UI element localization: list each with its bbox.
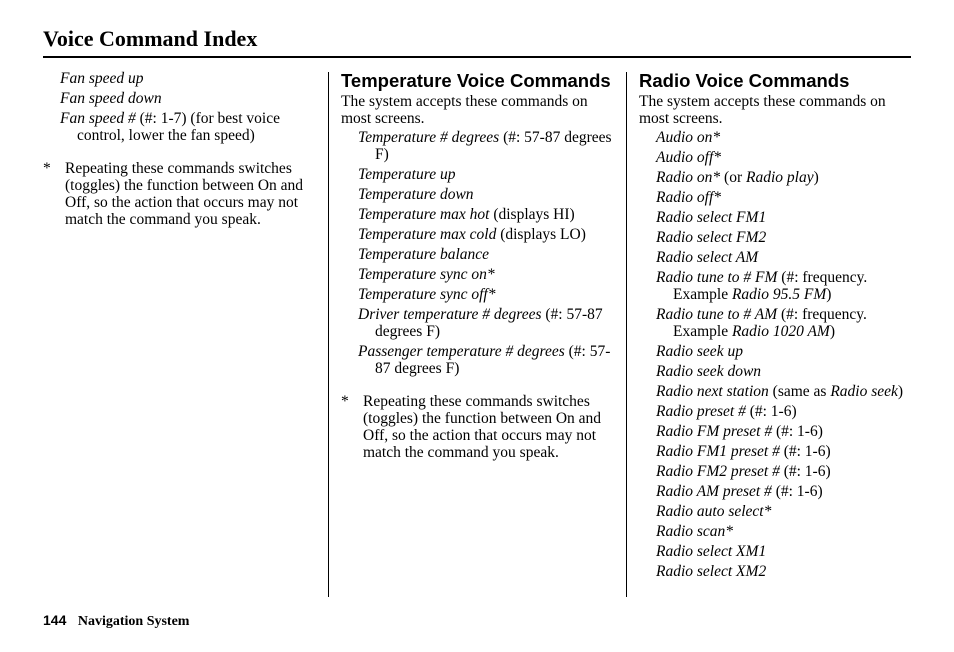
page-number: 144 <box>43 612 67 628</box>
voice-command <box>60 110 318 144</box>
voice-command <box>656 129 911 146</box>
voice-command <box>656 563 911 580</box>
voice-command <box>656 383 911 400</box>
voice-command <box>358 343 616 377</box>
command-phrase: Temperature sync off* <box>358 286 496 303</box>
command-phrase: Audio on* <box>656 129 721 146</box>
command-phrase: Radio FM2 preset # <box>656 463 780 480</box>
voice-command <box>358 166 616 183</box>
command-phrase: Radio select XM1 <box>656 543 767 560</box>
command-note: (same as <box>768 383 831 400</box>
command-phrase: Radio tune to # FM <box>656 269 778 286</box>
command-phrase: Temperature # degrees <box>358 129 500 146</box>
command-phrase: Radio select FM2 <box>656 229 767 246</box>
command-phrase: Audio off* <box>656 149 722 166</box>
command-note: (displays HI) <box>489 206 575 223</box>
page-footer <box>43 612 189 630</box>
voice-command <box>656 483 911 500</box>
column-temperature-commands <box>341 70 616 461</box>
radio-intro: The system accepts these commands on most screens. <box>639 93 886 127</box>
command-note: (or <box>720 169 746 186</box>
voice-command <box>656 189 911 206</box>
radio-command-list <box>639 129 911 580</box>
temperature-command-list <box>341 129 616 377</box>
voice-command <box>656 229 911 246</box>
command-phrase: Temperature sync on* <box>358 266 495 283</box>
voice-command <box>656 209 911 226</box>
column-fan-commands <box>43 70 318 228</box>
temperature-intro: The system accepts these commands on most screens. <box>341 93 588 127</box>
command-note: (#: 1-6) <box>779 463 831 480</box>
command-phrase: Fan speed down <box>60 90 162 107</box>
command-phrase: Radio select AM <box>656 249 759 266</box>
command-phrase: Radio seek <box>830 383 898 400</box>
command-phrase: Radio on* <box>656 169 721 186</box>
column-divider-2 <box>626 72 627 597</box>
command-phrase: Passenger temperature # degrees <box>358 343 565 360</box>
footnote-text: Repeating these commands switches (toggles) the function between On and Off, so the action that occurs may not match the command you speak. <box>363 393 602 461</box>
command-note: (#: 57-87 degrees F) <box>375 306 603 340</box>
voice-command <box>656 463 911 480</box>
command-phrase: Radio scan* <box>656 523 734 540</box>
command-phrase: Radio auto select* <box>656 503 772 520</box>
command-phrase: Radio seek down <box>656 363 762 380</box>
command-phrase: Driver temperature # degrees <box>358 306 542 323</box>
radio-heading: Radio Voice Commands <box>639 70 850 91</box>
title-rule <box>43 56 911 58</box>
voice-command <box>60 90 318 107</box>
voice-command <box>656 443 911 460</box>
command-phrase: Radio select XM2 <box>656 563 767 580</box>
command-phrase: Radio 95.5 FM <box>731 286 827 303</box>
page-title: Voice Command Index <box>43 26 258 51</box>
command-phrase: Radio 1020 AM <box>731 323 830 340</box>
voice-command <box>656 149 911 166</box>
command-phrase: Radio tune to # AM <box>656 306 778 323</box>
command-phrase: Temperature max cold <box>358 226 497 243</box>
temperature-heading: Temperature Voice Commands <box>341 70 611 91</box>
command-note: (#: 57-87 degrees F) <box>375 129 612 163</box>
command-phrase: Fan speed up <box>60 70 144 87</box>
footnote-star: * <box>341 393 349 410</box>
command-note: (#: 1-6) <box>772 423 823 440</box>
command-note: (displays LO) <box>496 226 586 243</box>
voice-command <box>656 269 911 303</box>
voice-command <box>656 363 911 380</box>
voice-command <box>358 266 616 283</box>
toggle-footnote <box>341 393 616 461</box>
command-phrase: Radio select FM1 <box>656 209 767 226</box>
section-name: Navigation System <box>77 614 190 629</box>
footnote-star: * <box>43 160 51 177</box>
command-phrase: Temperature up <box>358 166 456 183</box>
command-note: ) <box>829 323 836 340</box>
voice-command <box>656 343 911 360</box>
voice-command <box>358 186 616 203</box>
command-phrase: Radio AM preset # <box>656 483 772 500</box>
column-radio-commands <box>639 70 911 583</box>
command-note: (#: 1-6) <box>771 483 823 500</box>
command-phrase: Temperature balance <box>358 246 490 263</box>
voice-command <box>358 206 616 223</box>
command-note: (#: frequency. Example <box>673 269 868 303</box>
voice-command <box>60 70 318 87</box>
voice-command <box>656 403 911 420</box>
voice-command <box>358 246 616 263</box>
column-divider-1 <box>328 72 329 597</box>
command-phrase: Temperature max hot <box>358 206 490 223</box>
voice-command <box>358 306 616 340</box>
command-note: (#: 1-6) <box>779 443 831 460</box>
command-phrase: Radio preset # <box>656 403 746 420</box>
toggle-footnote <box>43 160 318 228</box>
command-note: (#: 1-7) (for best voice control, lower the fan speed) <box>77 110 280 144</box>
command-phrase: Radio FM preset # <box>656 423 773 440</box>
command-phrase: Temperature down <box>358 186 474 203</box>
command-phrase: Radio seek up <box>656 343 743 360</box>
footnote-text: Repeating these commands switches (toggles) the function between On and Off, so the action that occurs may not match the command you speak. <box>65 160 304 228</box>
voice-command <box>358 129 616 163</box>
voice-command <box>358 226 616 243</box>
command-note: (#: 57-87 degrees F) <box>375 343 611 377</box>
command-note: (#: frequency. Example <box>673 306 867 340</box>
fan-command-list <box>43 70 318 144</box>
command-phrase: Radio FM1 preset # <box>656 443 780 460</box>
command-phrase: Radio next station <box>656 383 769 400</box>
command-phrase: Fan speed # <box>60 110 136 127</box>
command-note: ) <box>813 169 819 186</box>
command-note: (#: 1-6) <box>745 403 797 420</box>
command-note: ) <box>826 286 832 303</box>
voice-command <box>656 169 911 186</box>
voice-command <box>656 503 911 520</box>
voice-command <box>656 423 911 440</box>
command-phrase: Radio off* <box>656 189 722 206</box>
voice-command <box>656 543 911 560</box>
voice-command <box>656 523 911 540</box>
voice-command <box>358 286 616 303</box>
voice-command <box>656 306 911 340</box>
voice-command <box>656 249 911 266</box>
command-note: ) <box>897 383 904 400</box>
command-phrase: Radio play <box>745 169 814 186</box>
